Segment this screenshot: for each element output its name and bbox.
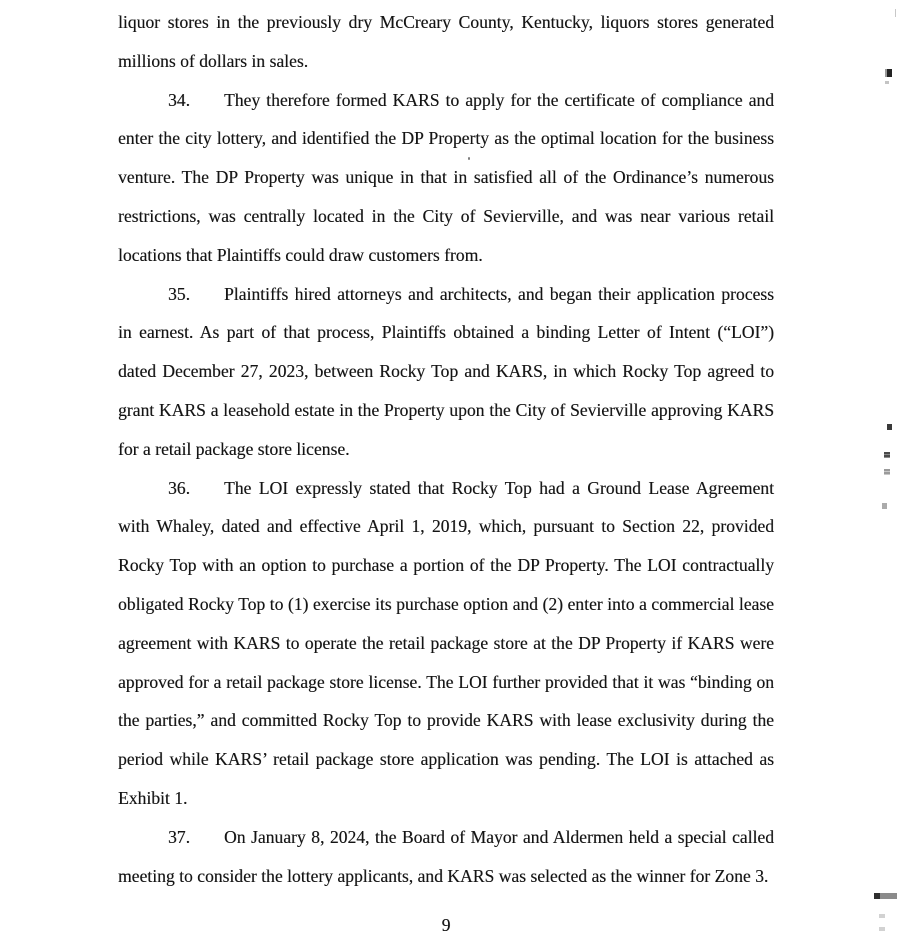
scan-artifact	[895, 9, 896, 17]
paragraph-text: liquor stores in the previously dry McCreary County, Kentucky, liquors stores generated millions of dollars in sales.	[118, 12, 774, 71]
paragraph-number: 35.	[168, 283, 190, 304]
scan-artifact	[468, 157, 470, 160]
page-number: 9	[441, 915, 451, 935]
paragraph-36	[118, 469, 774, 818]
paragraph-37	[118, 818, 774, 896]
paragraph-text: On January 8, 2024, the Board of Mayor and Aldermen held a special called meeting to consider the lottery applicants, and KARS was selected as the winner for Zone 3.	[118, 826, 774, 886]
scan-artifact	[879, 914, 885, 918]
scan-artifact	[884, 469, 890, 475]
scan-artifact	[884, 452, 890, 458]
scan-artifact	[874, 893, 897, 899]
scan-artifact	[882, 503, 887, 509]
scan-artifact	[885, 81, 889, 84]
paragraph-number: 36.	[168, 477, 190, 498]
paragraph-text: The LOI expressly stated that Rocky Top had a Ground Lease Agreement with Whaley, dated and effective April 1, 2019, which, pursuant to Section 22, provided Rocky Top with an option to purchase a portion of the DP Property. The LOI contractually obligated Rocky Top to (1) exercise its purchase option and (2) enter into a commercial lease agreement with KARS to operate the retail package store at the DP Property if KARS were approved for a retail package store license. The LOI further provided that it was “binding on the parties,” and committed Rocky Top to provide KARS with lease exclusivity during the period while KARS’ retail package store application was pending. The LOI is attached as Exhibit 1.	[118, 477, 774, 808]
scan-artifact	[885, 69, 892, 77]
scan-artifact	[887, 424, 892, 430]
paragraph-text: They therefore formed KARS to apply for the certificate of compliance and enter the city lottery, and identified the DP Property as the optimal location for the business venture. The DP Property was unique in that in satisfied all of the Ordinance’s numerous restrictions, was centrally located in the City of Sevierville, and was near various retail locations that Plaintiffs could draw customers from.	[118, 89, 774, 265]
paragraph-number: 34.	[168, 89, 190, 110]
paragraph-34	[118, 81, 774, 275]
paragraph-35	[118, 275, 774, 469]
paragraph-text: Plaintiffs hired attorneys and architects, and began their application process in earnest. As part of that process, Plaintiffs obtained a binding Letter of Intent (“LOI”) dated December 27, 2023, between Rocky Top and KARS, in which Rocky Top agreed to grant KARS a leasehold estate in the Property upon the City of Sevierville approving KARS for a retail package store license.	[118, 283, 774, 459]
scan-artifact	[879, 927, 885, 931]
paragraph-number: 37.	[168, 826, 190, 847]
paragraph-continuation	[118, 3, 774, 81]
document-body	[118, 3, 774, 895]
